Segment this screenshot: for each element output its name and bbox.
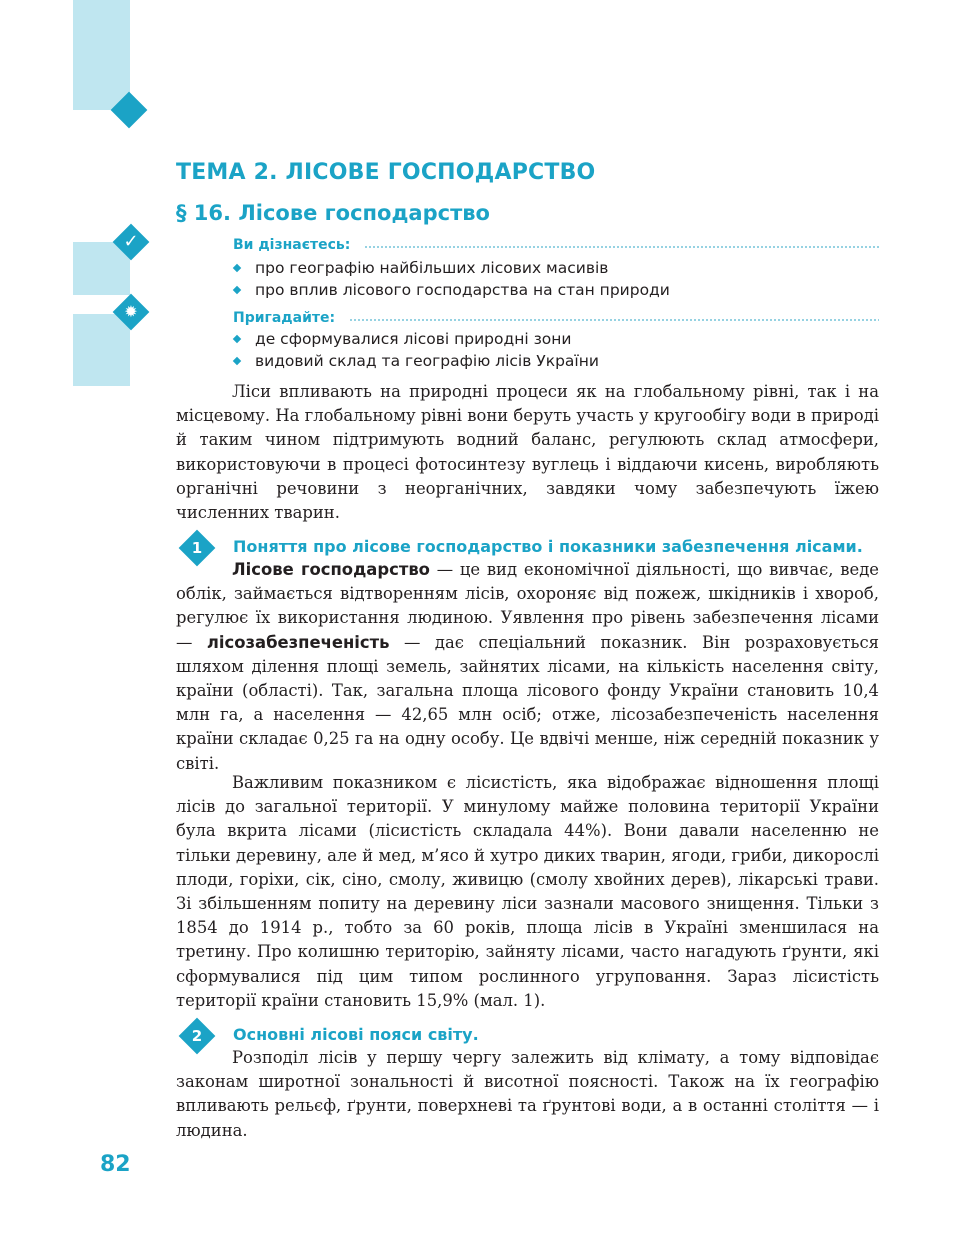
bullet-icon bbox=[233, 264, 241, 272]
learn-list bbox=[233, 257, 670, 301]
list-item: де сформувалися лісові природні зони bbox=[233, 328, 599, 350]
learn-heading-label: Ви дізнаєтесь: bbox=[233, 237, 351, 253]
dotted-divider bbox=[349, 317, 879, 323]
section-2-heading: Основні лісові пояси світу. bbox=[233, 1025, 479, 1044]
topic-title: ТЕМА 2. ЛІСОВЕ ГОСПОДАРСТВО bbox=[176, 160, 596, 185]
forest-cover-paragraph: Важливим показником є лісистість, яка відображає відношення площі лісів до загальної території. У минулому майже половина території України була вкрита лісами (лісистість складала 44%). Вони давали населенню не тільки деревину, але й мед, м’ясо й хутро диких тварин, ягоди, гриби, дикорослі плоди, горіхи, сік, сіно, смолу, живицю (смолу хвойних дерев), лікарські трави. Зі збільшенням попиту на деревину ліси зазнали масового знищення. Тільки з 1854 до 1914 р., тобто за 60 років, площа лісів в Україні зменшилася на третину. Про колишню територію, зайняту лісами, часто нагадують ґрунти, які сформувалися під цим типом рослинного угруповання. Зараз лісистість території країни становить 15,9% (мал. 1). bbox=[176, 773, 879, 1010]
intro-paragraph: Ліси впливають на природні процеси як на глобальному рівні, так і на місцевому. На глобальному рівні вони беруть участь у кругообігу води в природі й таким чином підтримують водний баланс, регулюють склад атмосфери, використовуючи в процесі фотосинтезу вуглець і віддаючи кисень, виробляють органічні речовини з неорганічних, завдяки чому забезпечують їжею численних тварин. bbox=[176, 382, 879, 523]
list-item: про географію найбільших лісових масивів bbox=[233, 257, 670, 279]
decorative-bar-top bbox=[73, 0, 130, 110]
section-number-badge: 2 bbox=[184, 1023, 210, 1049]
lightbulb-icon: ✹ bbox=[124, 302, 138, 321]
page-number: 82 bbox=[100, 1152, 131, 1177]
forest-belts-paragraph: Розподіл лісів у першу чергу залежить від клімату, а тому відповідає законам широтної зональності й висотної поясності. Також на їх географію впливають рельєф, ґрунти, поверхневі та ґрунтові води, а в останні століття — і людина. bbox=[176, 1048, 879, 1140]
dotted-divider bbox=[364, 244, 879, 250]
section-number-badge: 1 bbox=[184, 535, 210, 561]
list-item: видовий склад та географію лісів України bbox=[233, 350, 599, 372]
list-item: про вплив лісового господарства на стан природи bbox=[233, 279, 670, 301]
check-icon: ✓ bbox=[123, 231, 139, 252]
term-forest-supply: лісозабезпеченість bbox=[206, 632, 390, 652]
section-title: § 16. Лісове господарство bbox=[176, 201, 490, 225]
decorative-bar-recall bbox=[73, 314, 130, 386]
recall-heading-label: Пригадайте: bbox=[233, 310, 336, 326]
learn-heading bbox=[233, 235, 879, 255]
forestry-definition-paragraph: Лісове господарство — це вид економічної діяльності, що вивчає, веде облік, займається відтворенням лісів, охороняє від пожеж, шкідників і хвороб, регулює їх використання людиною. Уявлення про рівень забезпечення лісами — лісозабезпеченість — дає спеціальний показник. Він розраховується шляхом ділення площі земель, зайнятих лісами, на кількість населення світу, країни (області). Так, загальна площа лісового фонду України становить 10,4 млн га, а населення — 42,65 млн осіб; отже, лісозабезпеченість населення країни складає 0,25 га на одну особу. Це вдвічі менше, ніж середній показник у світі. bbox=[176, 560, 879, 773]
bullet-icon bbox=[233, 286, 241, 294]
bullet-icon bbox=[233, 335, 241, 343]
recall-list bbox=[233, 328, 599, 372]
term-forestry: Лісове господарство bbox=[232, 560, 430, 579]
bullet-icon bbox=[233, 357, 241, 365]
section-1-heading: Поняття про лісове господарство і показники забезпечення лісами. bbox=[233, 537, 863, 556]
recall-heading bbox=[233, 308, 879, 328]
